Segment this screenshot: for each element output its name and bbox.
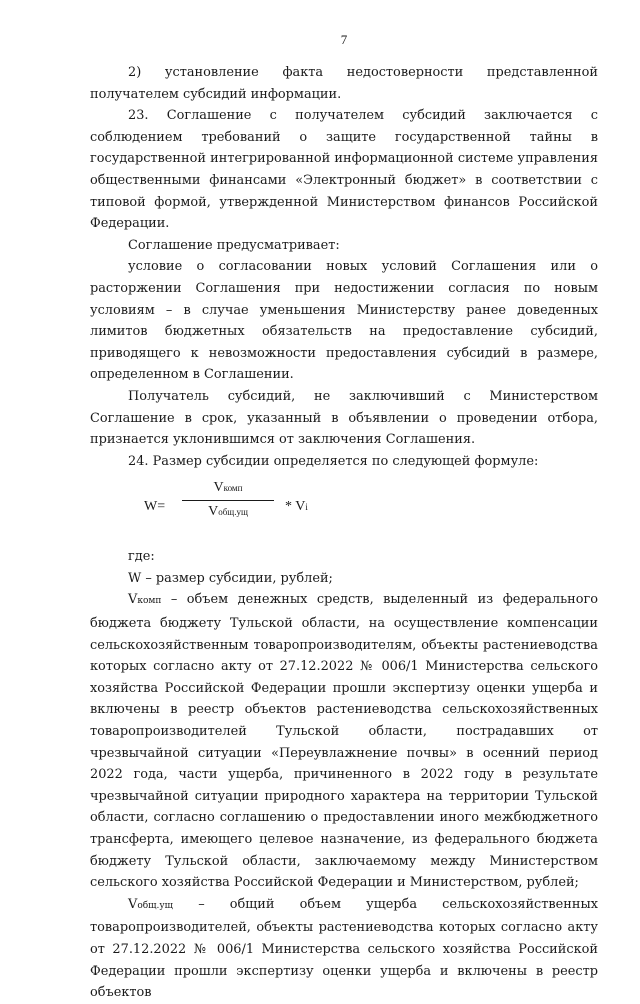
paragraph-24: 24. Размер субсидии определяется по следующей формуле: — [128, 453, 539, 469]
page-number: 7 — [340, 32, 348, 47]
paragraph-where: где: — [128, 549, 155, 565]
definition-vkomp: Vкомп – объем денежных средств, выделенный из федерального бюджета бюджету Тульской области, на осуществление компенсации сельскохозяйственным товаропроизводителям, объекты растениеводства которых согласно акту от 27.12.2022 № 006/1 Министерства сельского хозяйства Российской Федерации прошли экспертизу оценки ущерба и включены в реестр объектов растениеводства сельскохозяйственных товаропроизводителей Тульской области, пострадавших от чрезвычайной ситуации «Переувлажнение почвы» в осенний период 2022 года, части ущерба, причиненного в 2022 году в результате чрезвычайной ситуации природного характера на территории Тульской области, согласно соглашению о предоставлении иного межбюджетного трансферта, имеющего целевое назначение, из федерального бюджета бюджету Тульской области, заключаемому между Министерством сельского хозяйства Российской Федерации и Министерством, рублей; — [90, 592, 598, 891]
paragraph-item-2-line1: 2) установление факта недостоверности представленной — [128, 65, 598, 80]
paragraph-item-2-line2: получателем субсидий информации. — [90, 86, 342, 102]
formula-rhs: * Vi — [285, 499, 308, 515]
paragraph-recipient: Получатель субсидий, не заключивший с Министерством Соглашение в срок, указанный в объявлении о проведении отбора, признается уклонившимся от заключения Соглашения. — [90, 388, 598, 448]
paragraph-23: 23. Соглашение с получателем субсидий заключается с соблюдением требований о защите государственной тайны в государственной интегрированной информационной системе управления общественными финансами «Электронный бюджет» в соответствии с типовой формой, утвержденной Министерством финансов Российской Федерации. — [90, 108, 598, 232]
formula-denominator: Vобщ.ущ — [208, 504, 248, 520]
formula-lhs: W= — [144, 499, 166, 515]
definition-vobsh: Vобщ.ущ – общий объем ущерба сельскохозяйственных товаропроизводителей, объекты растениеводства которых согласно акту от 27.12.2022 № 006/1 Министерства сельского хозяйства Российской Федерации прошли экспертизу оценки ущерба и включены в реестр объектов — [90, 896, 598, 1001]
paragraph-agreement-provides: Соглашение предусматривает: — [128, 237, 340, 253]
paragraph-condition: условие о согласовании новых условий Соглашения или о расторжении Соглашения при недостижении согласия по новым условиям – в случае уменьшения Министерству ранее доведенных лимитов бюджетных обязательств на предоставление субсидий, приводящего к невозможности предоставления субсидий в размере, определенном в Соглашении. — [90, 259, 598, 383]
document-body — [90, 62, 598, 1004]
subsidy-formula — [90, 478, 598, 542]
document-page — [90, 0, 598, 1001]
formula-numerator: Vкомп — [213, 480, 243, 496]
formula-fraction — [182, 478, 274, 523]
definition-w: W – размер субсидии, рублей; — [128, 570, 333, 586]
